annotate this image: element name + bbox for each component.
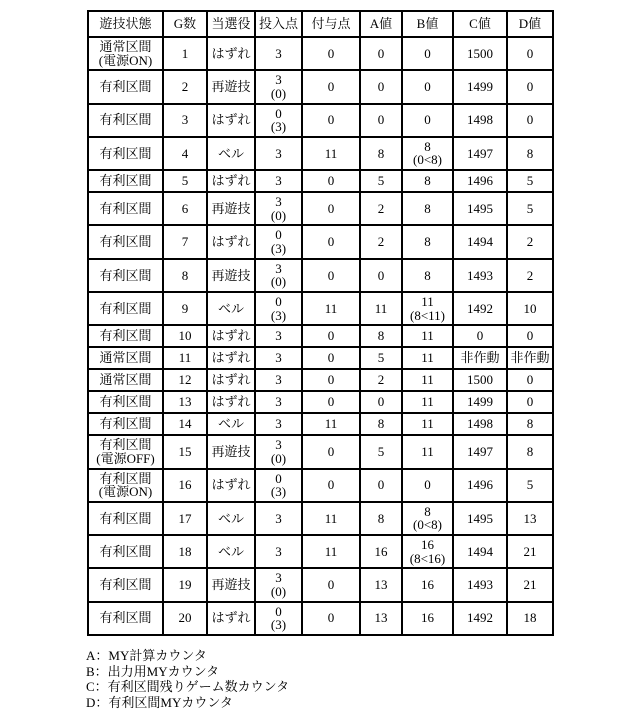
note-line: C：有利区間残りゲーム数カウンタ (86, 679, 290, 695)
game-state-table (87, 10, 554, 636)
cell-bet-points: 0 (3) (255, 602, 302, 635)
cell-winning-role: はずれ (207, 225, 255, 258)
cell-game-state: 通常区間 (88, 369, 163, 391)
cell-bet-points: 3 (255, 325, 302, 347)
cell-winning-role: 再遊技 (207, 192, 255, 225)
cell-g-count: 9 (163, 292, 207, 325)
cell-c-value: 1498 (453, 413, 507, 435)
cell-a-value: 13 (360, 568, 402, 601)
header-cell: 投入点 (255, 11, 302, 37)
cell-a-value: 16 (360, 535, 402, 568)
cell-d-value: 非作動 (507, 347, 553, 369)
cell-bet-points: 3 (255, 391, 302, 413)
header-cell: 当選役 (207, 11, 255, 37)
cell-award-points: 0 (302, 435, 360, 468)
cell-c-value: 1493 (453, 568, 507, 601)
cell-bet-points: 0 (3) (255, 104, 302, 137)
cell-g-count: 6 (163, 192, 207, 225)
cell-b-value: 8 (402, 259, 453, 292)
cell-d-value: 0 (507, 369, 553, 391)
cell-d-value: 0 (507, 104, 553, 137)
cell-a-value: 2 (360, 225, 402, 258)
cell-game-state: 有利区間 (電源ON) (88, 469, 163, 502)
cell-award-points: 0 (302, 602, 360, 635)
cell-award-points: 0 (302, 70, 360, 103)
cell-g-count: 8 (163, 259, 207, 292)
cell-a-value: 8 (360, 413, 402, 435)
cell-c-value: 非作動 (453, 347, 507, 369)
cell-a-value: 0 (360, 391, 402, 413)
cell-winning-role: はずれ (207, 347, 255, 369)
cell-c-value: 1495 (453, 502, 507, 535)
cell-a-value: 13 (360, 602, 402, 635)
cell-a-value: 2 (360, 192, 402, 225)
cell-g-count: 2 (163, 70, 207, 103)
cell-c-value: 1493 (453, 259, 507, 292)
table-row (88, 192, 553, 225)
cell-bet-points: 3 (0) (255, 259, 302, 292)
cell-d-value: 0 (507, 325, 553, 347)
cell-award-points: 0 (302, 37, 360, 70)
cell-c-value: 1499 (453, 391, 507, 413)
cell-game-state: 有利区間 (88, 104, 163, 137)
cell-c-value: 1497 (453, 435, 507, 468)
cell-g-count: 4 (163, 137, 207, 170)
cell-g-count: 14 (163, 413, 207, 435)
cell-g-count: 1 (163, 37, 207, 70)
cell-a-value: 0 (360, 259, 402, 292)
cell-b-value: 11 (402, 435, 453, 468)
note-line: A：MY計算カウンタ (86, 647, 207, 663)
cell-bet-points: 3 (0) (255, 568, 302, 601)
table-body (88, 37, 553, 635)
cell-d-value: 8 (507, 413, 553, 435)
cell-bet-points: 0 (3) (255, 225, 302, 258)
table-header-row (88, 11, 553, 37)
header-cell: G数 (163, 11, 207, 37)
cell-b-value: 0 (402, 469, 453, 502)
cell-a-value: 2 (360, 369, 402, 391)
cell-winning-role: はずれ (207, 37, 255, 70)
cell-c-value: 1492 (453, 602, 507, 635)
cell-b-value: 0 (402, 104, 453, 137)
cell-d-value: 21 (507, 568, 553, 601)
cell-a-value: 5 (360, 347, 402, 369)
table-row (88, 469, 553, 502)
cell-bet-points: 3 (255, 37, 302, 70)
cell-game-state: 有利区間 (88, 70, 163, 103)
cell-c-value: 1497 (453, 137, 507, 170)
cell-award-points: 11 (302, 413, 360, 435)
cell-b-value: 11 (402, 391, 453, 413)
cell-bet-points: 3 (255, 369, 302, 391)
cell-b-value: 8 (0<8) (402, 502, 453, 535)
cell-game-state: 有利区間 (88, 568, 163, 601)
cell-award-points: 0 (302, 369, 360, 391)
cell-game-state: 有利区間 (88, 259, 163, 292)
cell-b-value: 8 (402, 192, 453, 225)
cell-game-state: 有利区間 (88, 137, 163, 170)
cell-winning-role: 再遊技 (207, 435, 255, 468)
cell-a-value: 0 (360, 37, 402, 70)
table-row (88, 391, 553, 413)
cell-winning-role: はずれ (207, 391, 255, 413)
cell-d-value: 13 (507, 502, 553, 535)
cell-game-state: 有利区間 (88, 170, 163, 192)
cell-d-value: 0 (507, 391, 553, 413)
cell-a-value: 8 (360, 325, 402, 347)
table-row (88, 602, 553, 635)
cell-award-points: 0 (302, 259, 360, 292)
cell-bet-points: 3 (255, 535, 302, 568)
cell-bet-points: 3 (255, 502, 302, 535)
cell-game-state: 有利区間 (88, 325, 163, 347)
cell-a-value: 5 (360, 435, 402, 468)
cell-award-points: 11 (302, 535, 360, 568)
cell-d-value: 2 (507, 225, 553, 258)
cell-g-count: 18 (163, 535, 207, 568)
cell-b-value: 16 (402, 568, 453, 601)
cell-a-value: 8 (360, 502, 402, 535)
cell-game-state: 有利区間 (88, 192, 163, 225)
cell-d-value: 2 (507, 259, 553, 292)
cell-b-value: 11 (402, 347, 453, 369)
cell-winning-role: ベル (207, 413, 255, 435)
cell-winning-role: ベル (207, 137, 255, 170)
table-row (88, 137, 553, 170)
table-row (88, 347, 553, 369)
cell-g-count: 15 (163, 435, 207, 468)
cell-b-value: 11 (402, 325, 453, 347)
cell-a-value: 0 (360, 104, 402, 137)
cell-game-state: 有利区間 (88, 535, 163, 568)
cell-c-value: 0 (453, 325, 507, 347)
table-row (88, 225, 553, 258)
cell-winning-role: ベル (207, 535, 255, 568)
cell-award-points: 0 (302, 192, 360, 225)
header-cell: B値 (402, 11, 453, 37)
cell-a-value: 5 (360, 170, 402, 192)
header-cell: A値 (360, 11, 402, 37)
cell-b-value: 11 (8<11) (402, 292, 453, 325)
cell-bet-points: 0 (3) (255, 469, 302, 502)
cell-winning-role: はずれ (207, 469, 255, 502)
cell-g-count: 17 (163, 502, 207, 535)
cell-c-value: 1499 (453, 70, 507, 103)
table-row (88, 568, 553, 601)
table-row (88, 502, 553, 535)
cell-a-value: 11 (360, 292, 402, 325)
cell-c-value: 1496 (453, 170, 507, 192)
cell-winning-role: ベル (207, 502, 255, 535)
cell-bet-points: 3 (0) (255, 435, 302, 468)
cell-award-points: 0 (302, 568, 360, 601)
cell-d-value: 5 (507, 469, 553, 502)
table-row (88, 292, 553, 325)
cell-bet-points: 3 (255, 347, 302, 369)
cell-award-points: 0 (302, 170, 360, 192)
header-cell: D値 (507, 11, 553, 37)
note-line: D：有利区間MYカウンタ (86, 694, 233, 710)
cell-winning-role: 再遊技 (207, 70, 255, 103)
cell-c-value: 1494 (453, 225, 507, 258)
counter-notes (86, 648, 640, 710)
cell-winning-role: はずれ (207, 602, 255, 635)
cell-b-value: 8 (402, 170, 453, 192)
cell-g-count: 12 (163, 369, 207, 391)
cell-bet-points: 3 (0) (255, 70, 302, 103)
cell-c-value: 1498 (453, 104, 507, 137)
table-row (88, 37, 553, 70)
cell-game-state: 有利区間 (88, 391, 163, 413)
header-cell: C値 (453, 11, 507, 37)
cell-game-state: 通常区間 (電源ON) (88, 37, 163, 70)
cell-winning-role: はずれ (207, 369, 255, 391)
cell-award-points: 0 (302, 225, 360, 258)
cell-d-value: 5 (507, 192, 553, 225)
cell-d-value: 0 (507, 37, 553, 70)
cell-g-count: 16 (163, 469, 207, 502)
cell-award-points: 0 (302, 391, 360, 413)
cell-b-value: 0 (402, 37, 453, 70)
cell-award-points: 11 (302, 137, 360, 170)
cell-bet-points: 3 (255, 137, 302, 170)
cell-game-state: 有利区間 (88, 602, 163, 635)
cell-game-state: 有利区間 (88, 292, 163, 325)
cell-a-value: 0 (360, 70, 402, 103)
table-row (88, 325, 553, 347)
cell-b-value: 8 (0<8) (402, 137, 453, 170)
cell-c-value: 1496 (453, 469, 507, 502)
cell-c-value: 1500 (453, 37, 507, 70)
cell-bet-points: 3 (255, 170, 302, 192)
cell-b-value: 16 (8<16) (402, 535, 453, 568)
cell-g-count: 5 (163, 170, 207, 192)
table-row (88, 535, 553, 568)
cell-g-count: 13 (163, 391, 207, 413)
table-row (88, 435, 553, 468)
table-row (88, 259, 553, 292)
cell-d-value: 8 (507, 435, 553, 468)
cell-d-value: 18 (507, 602, 553, 635)
cell-g-count: 10 (163, 325, 207, 347)
cell-winning-role: 再遊技 (207, 259, 255, 292)
note-line: B：出力用MYカウンタ (86, 663, 220, 679)
cell-g-count: 7 (163, 225, 207, 258)
cell-a-value: 0 (360, 469, 402, 502)
cell-d-value: 8 (507, 137, 553, 170)
cell-bet-points: 3 (255, 413, 302, 435)
cell-c-value: 1492 (453, 292, 507, 325)
cell-game-state: 有利区間 (88, 225, 163, 258)
cell-winning-role: はずれ (207, 104, 255, 137)
cell-g-count: 11 (163, 347, 207, 369)
cell-g-count: 20 (163, 602, 207, 635)
cell-award-points: 0 (302, 469, 360, 502)
cell-b-value: 0 (402, 70, 453, 103)
cell-award-points: 0 (302, 325, 360, 347)
cell-d-value: 0 (507, 70, 553, 103)
cell-c-value: 1494 (453, 535, 507, 568)
cell-award-points: 11 (302, 292, 360, 325)
cell-winning-role: はずれ (207, 325, 255, 347)
cell-award-points: 0 (302, 347, 360, 369)
header-cell: 付与点 (302, 11, 360, 37)
table-row (88, 369, 553, 391)
table-header (88, 11, 553, 37)
cell-g-count: 3 (163, 104, 207, 137)
cell-c-value: 1495 (453, 192, 507, 225)
table-row (88, 104, 553, 137)
table-row (88, 413, 553, 435)
cell-b-value: 8 (402, 225, 453, 258)
cell-game-state: 有利区間 (88, 413, 163, 435)
cell-b-value: 11 (402, 413, 453, 435)
cell-winning-role: 再遊技 (207, 568, 255, 601)
cell-d-value: 5 (507, 170, 553, 192)
cell-winning-role: ベル (207, 292, 255, 325)
cell-b-value: 11 (402, 369, 453, 391)
header-cell: 遊技状態 (88, 11, 163, 37)
cell-award-points: 11 (302, 502, 360, 535)
cell-bet-points: 0 (3) (255, 292, 302, 325)
cell-award-points: 0 (302, 104, 360, 137)
cell-c-value: 1500 (453, 369, 507, 391)
cell-b-value: 16 (402, 602, 453, 635)
cell-a-value: 8 (360, 137, 402, 170)
cell-bet-points: 3 (0) (255, 192, 302, 225)
table-row (88, 170, 553, 192)
cell-game-state: 通常区間 (88, 347, 163, 369)
cell-d-value: 21 (507, 535, 553, 568)
cell-game-state: 有利区間 (88, 502, 163, 535)
table-row (88, 70, 553, 103)
cell-g-count: 19 (163, 568, 207, 601)
cell-game-state: 有利区間 (電源OFF) (88, 435, 163, 468)
cell-d-value: 10 (507, 292, 553, 325)
cell-winning-role: はずれ (207, 170, 255, 192)
